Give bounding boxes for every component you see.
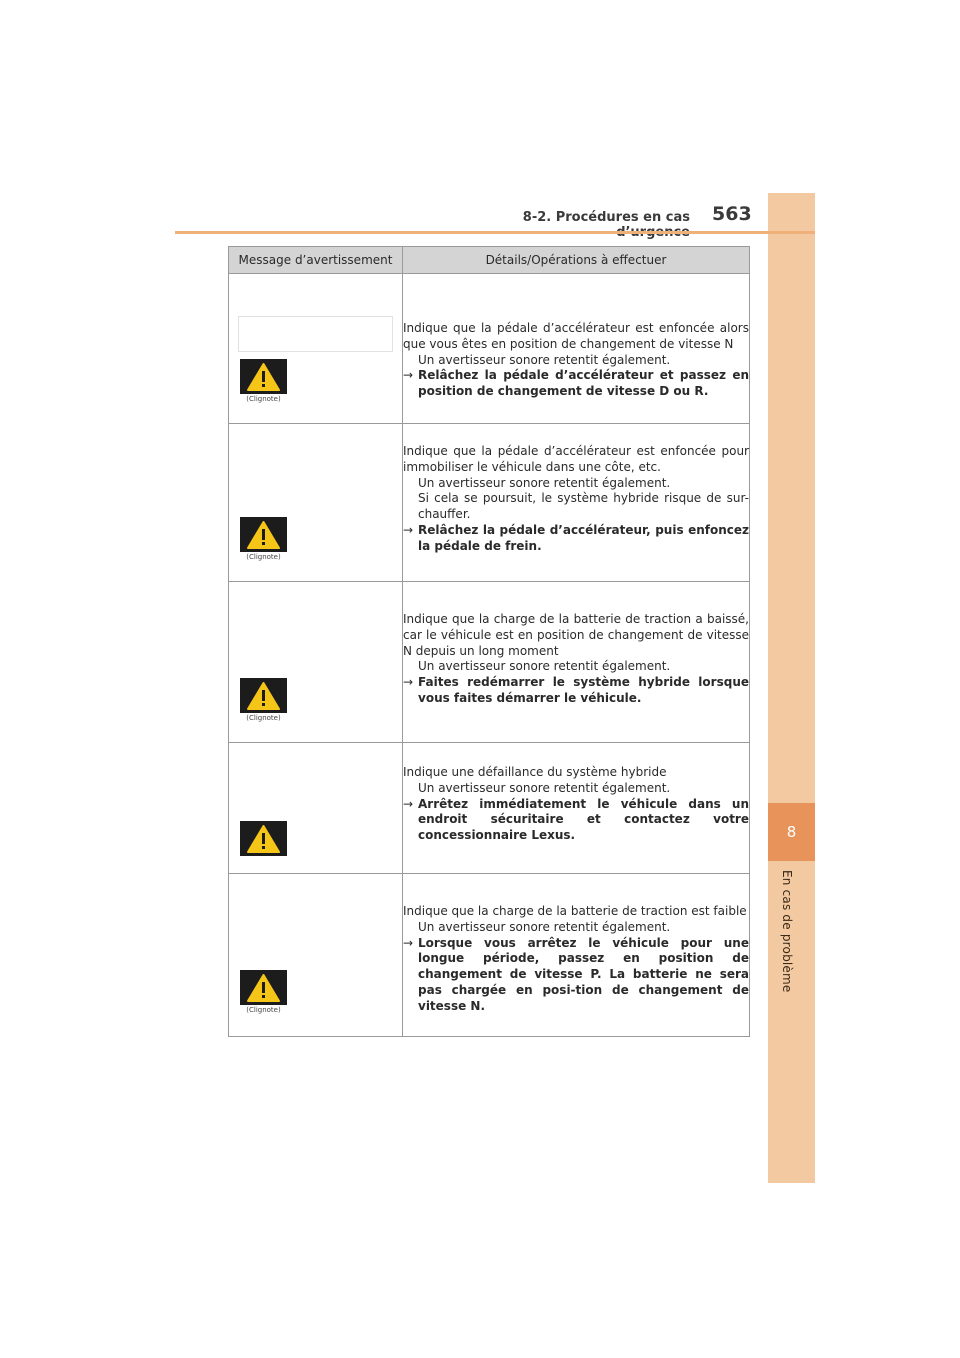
action-text: Arrêtez immédiatement le véhicule dans un endroit sécuritaire et contactez votre concessionnaire Lexus. [418,796,749,843]
chapter-number: 8 [768,803,815,861]
arrow-icon: → [403,796,414,811]
table-row [229,424,750,582]
details-cell [403,582,750,743]
note-text: Un avertisseur sonore retentit également. [418,919,671,934]
action-text: Relâchez la pédale d’accélérateur, puis enfoncez la pédale de frein. [418,522,749,553]
arrow-icon: → [403,935,414,950]
action-line [403,523,749,555]
note-text: Un avertisseur sonore retentit également. [418,352,671,367]
details-cell [403,274,750,424]
header-rule [175,231,815,234]
warning-triangle-icon [240,517,287,552]
details-cell [403,743,750,874]
action-text: Relâchez la pédale d’accélérateur et passez en position de changement de vitesse D ou R. [418,368,749,399]
column-header-details: Détails/Opérations à effectuer [403,247,750,274]
description-text: Indique que la charge de la batterie de traction a baissé, car le véhicule est en position de changement de vitesse N depuis un long moment [403,612,749,658]
arrow-icon: → [403,522,414,537]
page-number: 563 [712,203,752,225]
description-text: Indique que la charge de la batterie de traction est faible [403,904,747,918]
description-text: Indique que la pédale d’accélérateur est enfoncée alors que vous êtes en position de changement de vitesse N [403,321,749,351]
table-row [229,874,750,1037]
description-text: Indique que la pédale d’accélérateur est enfoncée pour immobiliser le véhicule dans une côte, etc. [403,444,749,474]
message-cell [229,874,403,1037]
warning-triangle-icon [240,678,287,713]
table-row [229,582,750,743]
section-title: 8-2. Procédures en cas [522,210,690,225]
action-line [403,675,749,707]
message-cell [229,743,403,874]
details-cell [403,424,750,582]
column-header-message: Message d’avertissement [229,247,403,274]
blink-caption: (Clignote) [246,714,281,722]
warning-messages-table [228,246,750,1037]
note-text: Un avertisseur sonore retentit également. [418,659,671,674]
details-cell [403,874,750,1037]
action-line [403,368,749,400]
action-line [403,936,749,1015]
message-display-placeholder [238,316,393,352]
message-cell [229,274,403,424]
arrow-icon: → [403,368,414,383]
action-line [403,797,749,844]
description-text: Indique une défaillance du système hybride [403,765,667,779]
note-text: Un avertisseur sonore retentit également. [418,780,671,795]
table-header-row [229,247,750,274]
table-row [229,743,750,874]
message-cell [229,424,403,582]
action-text: Faites redémarrer le système hybride lorsque vous faites démarrer le véhicule. [418,675,749,705]
chapter-side-tab [768,193,815,1183]
blink-caption: (Clignote) [246,395,281,403]
blink-caption: (Clignote) [246,1006,281,1014]
message-cell [229,582,403,743]
chapter-title: En cas de problème [780,870,794,993]
table-row [229,274,750,424]
note-text: Un avertisseur sonore retentit également. [418,475,671,490]
warning-triangle-icon [240,821,287,856]
note-text: Si cela se poursuit, le système hybride risque de sur-chauffer. [418,491,749,522]
action-text: Lorsque vous arrêtez le véhicule pour une longue période, passez en position de changement de vitesse P. La batterie ne sera pas chargée en posi-tion de changement de vitesse N. [418,935,749,1013]
warning-triangle-icon [240,970,287,1005]
warning-triangle-icon [240,359,287,394]
blink-caption: (Clignote) [246,553,281,561]
arrow-icon: → [403,675,414,690]
